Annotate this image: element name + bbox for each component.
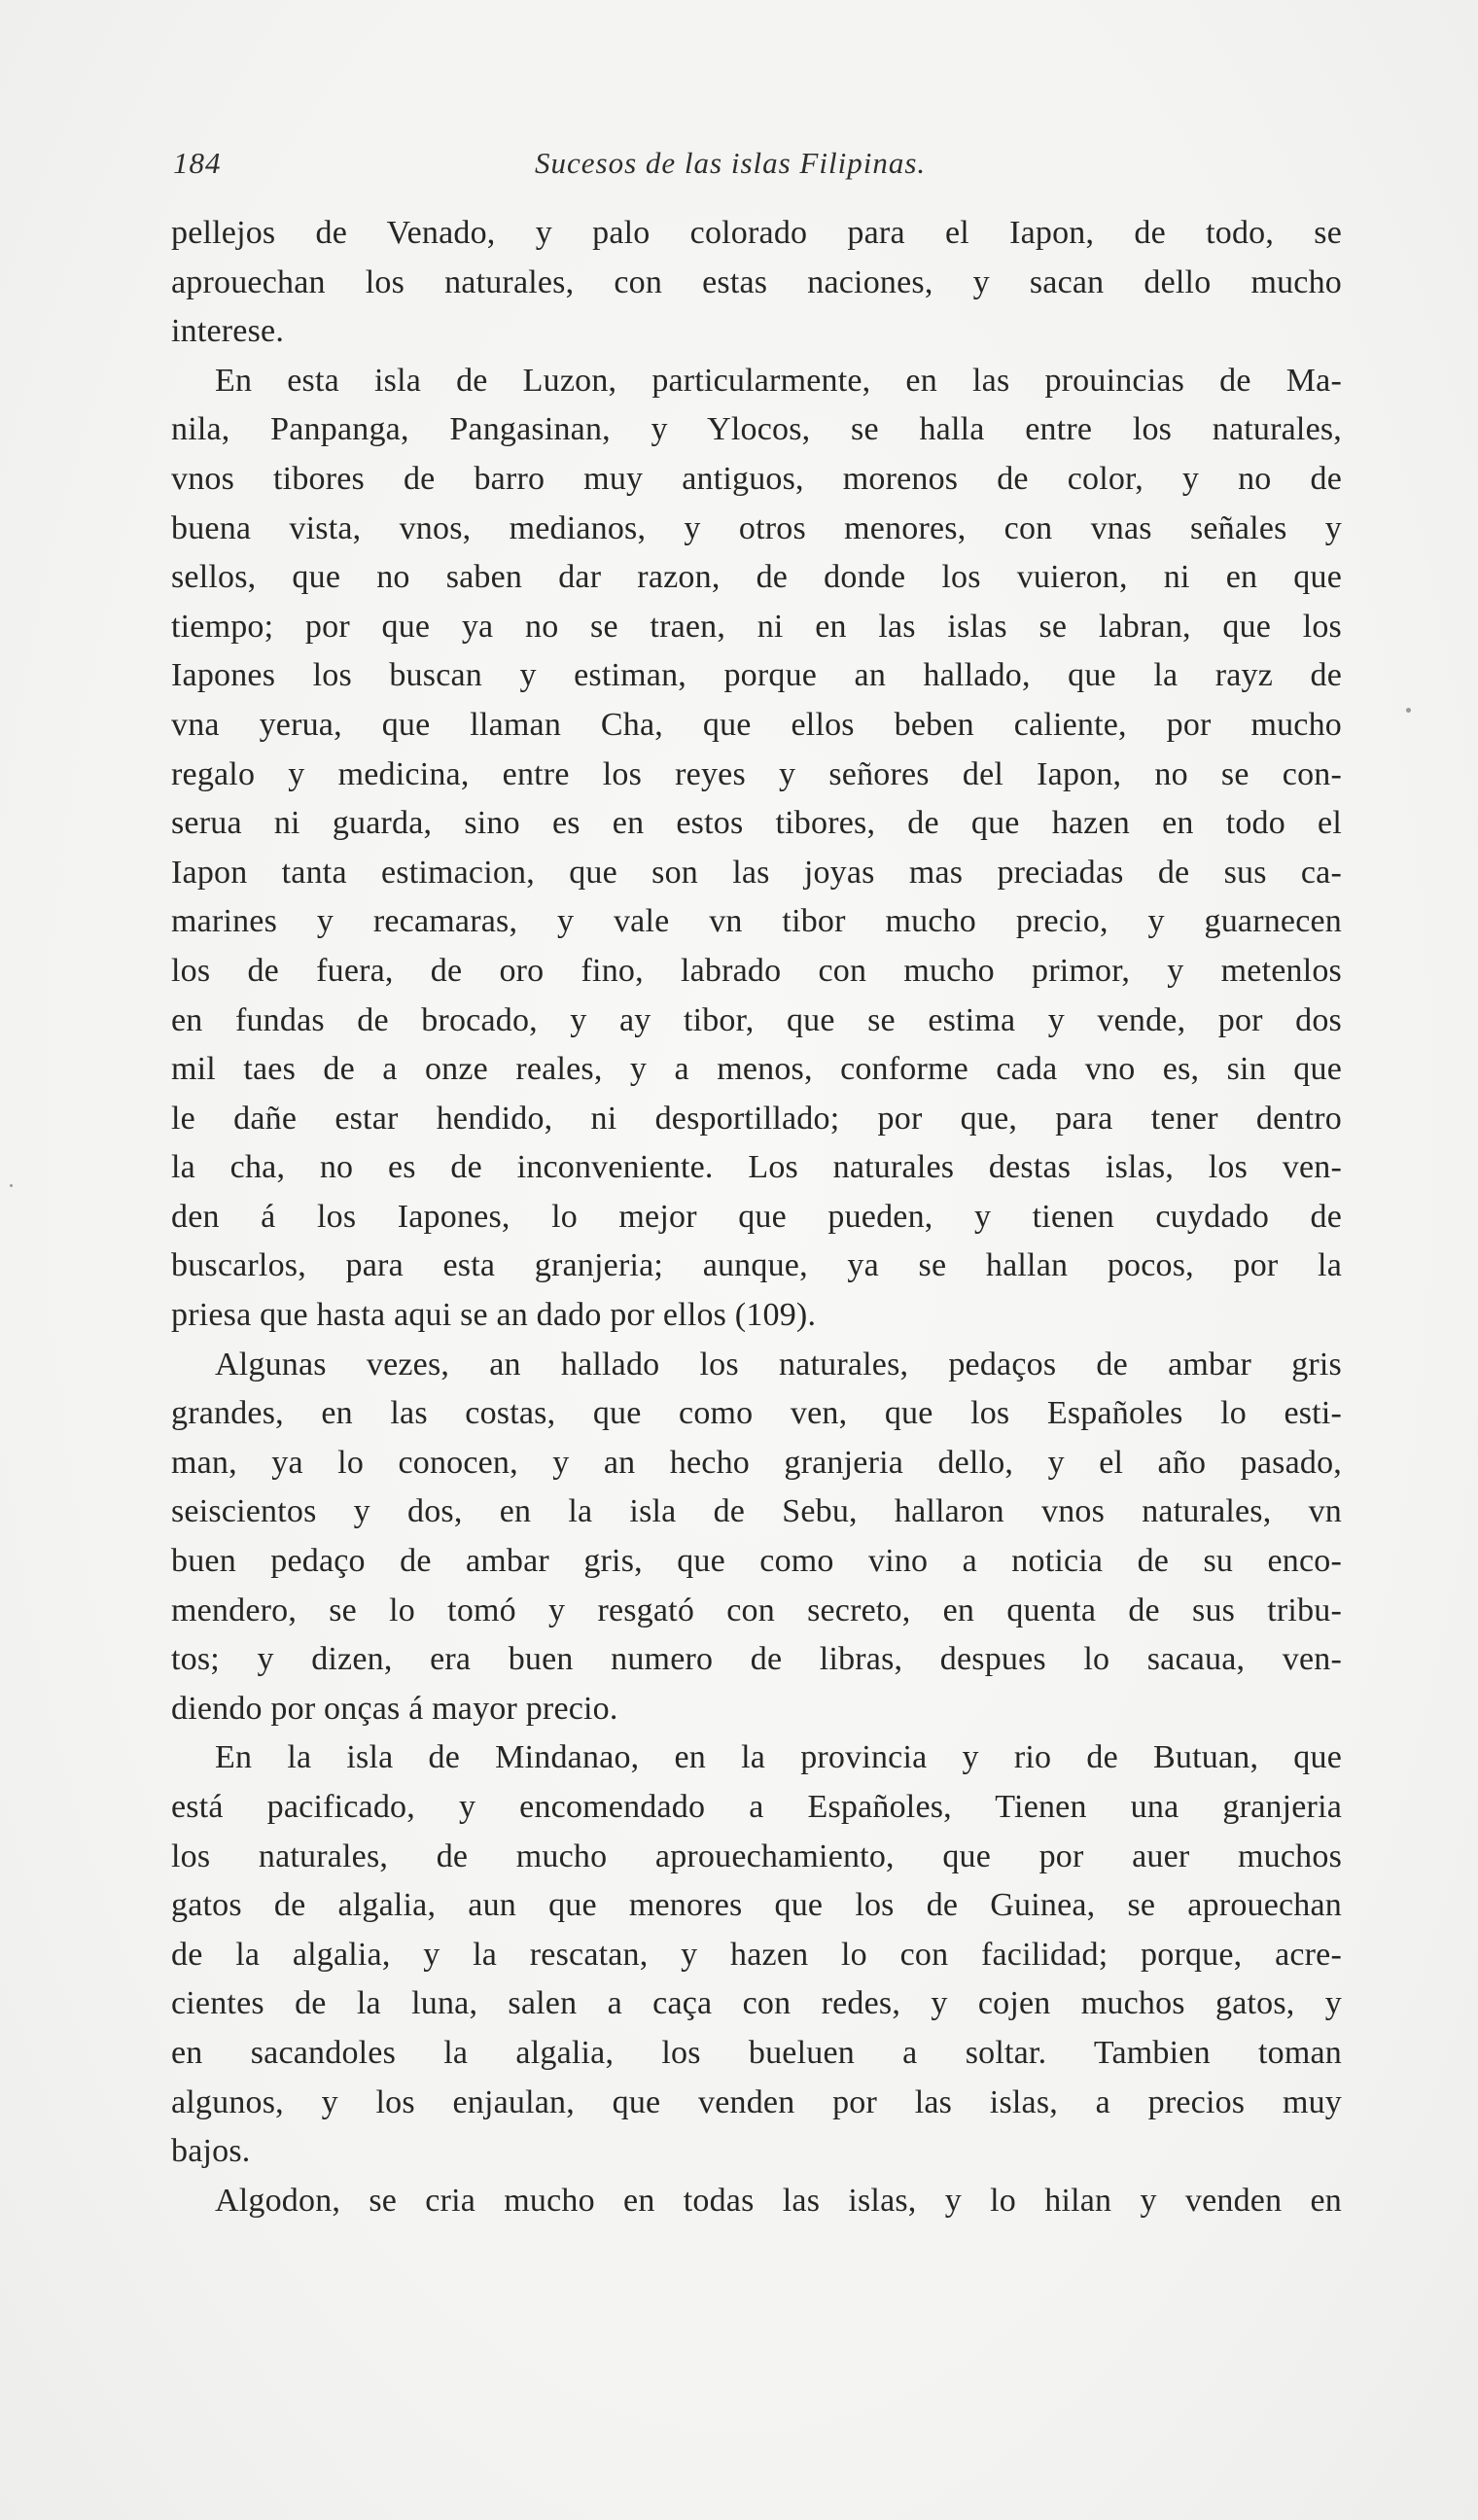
text-line: buena vista, vnos, medianos, y otros menores, con vnas señales y (171, 509, 1342, 546)
paragraph-first-line: Algodon, se cria mucho en todas las islas, y lo hilan y venden en (215, 2182, 1342, 2219)
paragraph-first-line: Algunas vezes, an hallado los naturales, pedaços de ambar gris (215, 1346, 1342, 1382)
text-line: los de fuera, de oro fino, labrado con mucho primor, y metenlos (171, 952, 1342, 989)
text-line: man, ya lo conocen, y an hecho granjeria dello, y el año pasado, (171, 1444, 1342, 1481)
body-text (171, 209, 1342, 2225)
text-line: seiscientos y dos, en la isla de Sebu, hallaron vnos naturales, vn (171, 1493, 1342, 1530)
text-line: buen pedaço de ambar gris, que como vino a noticia de su enco- (171, 1543, 1342, 1580)
text-line: tos; y dizen, era buen numero de libras, despues lo sacaua, ven- (171, 1641, 1342, 1678)
paragraph-first-line: En la isla de Mindanao, en la provincia y rio de Butuan, que (215, 1739, 1342, 1776)
text-line: algunos, y los enjaulan, que venden por las islas, a precios muy (171, 2083, 1342, 2120)
text-line: sellos, que no saben dar razon, de donde los vuieron, ni en que (171, 559, 1342, 596)
text-line: vnos tibores de barro muy antiguos, morenos de color, y no de (171, 460, 1342, 497)
text-line: regalo y medicina, entre los reyes y señores del Iapon, no se con- (171, 755, 1342, 792)
running-title: Sucesos de las islas Filipinas. (535, 146, 927, 180)
text-line: vna yerua, que llaman Cha, que ellos beben caliente, por mucho (171, 706, 1342, 743)
scan-speck-right (1406, 708, 1411, 713)
page-header (171, 146, 1334, 194)
text-line: bajos. (171, 2133, 251, 2170)
text-line: tiempo; por que ya no se traen, ni en las islas se labran, que los (171, 608, 1342, 645)
text-line: le dañe estar hendido, ni desportillado; por que, para tener dentro (171, 1100, 1342, 1137)
text-line: de la algalia, y la rescatan, y hazen lo con facilidad; porque, acre- (171, 1936, 1342, 1973)
text-line: Iapon tanta estimacion, que son las joyas mas preciadas de sus ca- (171, 854, 1342, 891)
text-line: serua ni guarda, sino es en estos tibores, de que hazen en todo el (171, 805, 1342, 842)
text-line: gatos de algalia, aun que menores que los de Guinea, se aprouechan (171, 1887, 1342, 1924)
text-line: en fundas de brocado, y ay tibor, que se estima y vende, por dos (171, 1001, 1342, 1038)
scan-speck-left (10, 1184, 13, 1187)
text-line: nila, Panpanga, Pangasinan, y Ylocos, se halla entre los naturales, (171, 411, 1342, 448)
text-line: aprouechan los naturales, con estas naciones, y sacan dello mucho (171, 263, 1342, 300)
text-line: priesa que hasta aqui se an dado por ellos (109). (171, 1297, 817, 1334)
text-line: mil taes de a onze reales, y a menos, conforme cada vno es, sin que (171, 1051, 1342, 1088)
text-line: marines y recamaras, y vale vn tibor mucho precio, y guarnecen (171, 903, 1342, 940)
text-line: Iapones los buscan y estiman, porque an hallado, que la rayz de (171, 657, 1342, 694)
text-line: den á los Iapones, lo mejor que pueden, y tienen cuydado de (171, 1198, 1342, 1235)
paragraph-first-line: En esta isla de Luzon, particularmente, en las prouincias de Ma- (215, 362, 1342, 399)
text-line: la cha, no es de inconveniente. Los naturales destas islas, los ven- (171, 1149, 1342, 1186)
text-line: diendo por onças á mayor precio. (171, 1690, 618, 1727)
page-number: 184 (173, 146, 222, 180)
text-line: buscarlos, para esta granjeria; aunque, ya se hallan pocos, por la (171, 1247, 1342, 1284)
text-line: pellejos de Venado, y palo colorado para el Iapon, de todo, se (171, 215, 1342, 251)
text-line: mendero, se lo tomó y resgató con secreto, en quenta de sus tribu- (171, 1592, 1342, 1628)
text-line: en sacandoles la algalia, los bueluen a soltar. Tambien toman (171, 2034, 1342, 2071)
text-line: los naturales, de mucho aprouechamiento, que por auer muchos (171, 1838, 1342, 1874)
text-line: está pacificado, y encomendado a Españoles, Tienen una granjeria (171, 1789, 1342, 1825)
text-line: grandes, en las costas, que como ven, que los Españoles lo esti- (171, 1395, 1342, 1432)
text-line: interese. (171, 313, 285, 350)
text-line: cientes de la luna, salen a caça con redes, y cojen muchos gatos, y (171, 1985, 1342, 2022)
